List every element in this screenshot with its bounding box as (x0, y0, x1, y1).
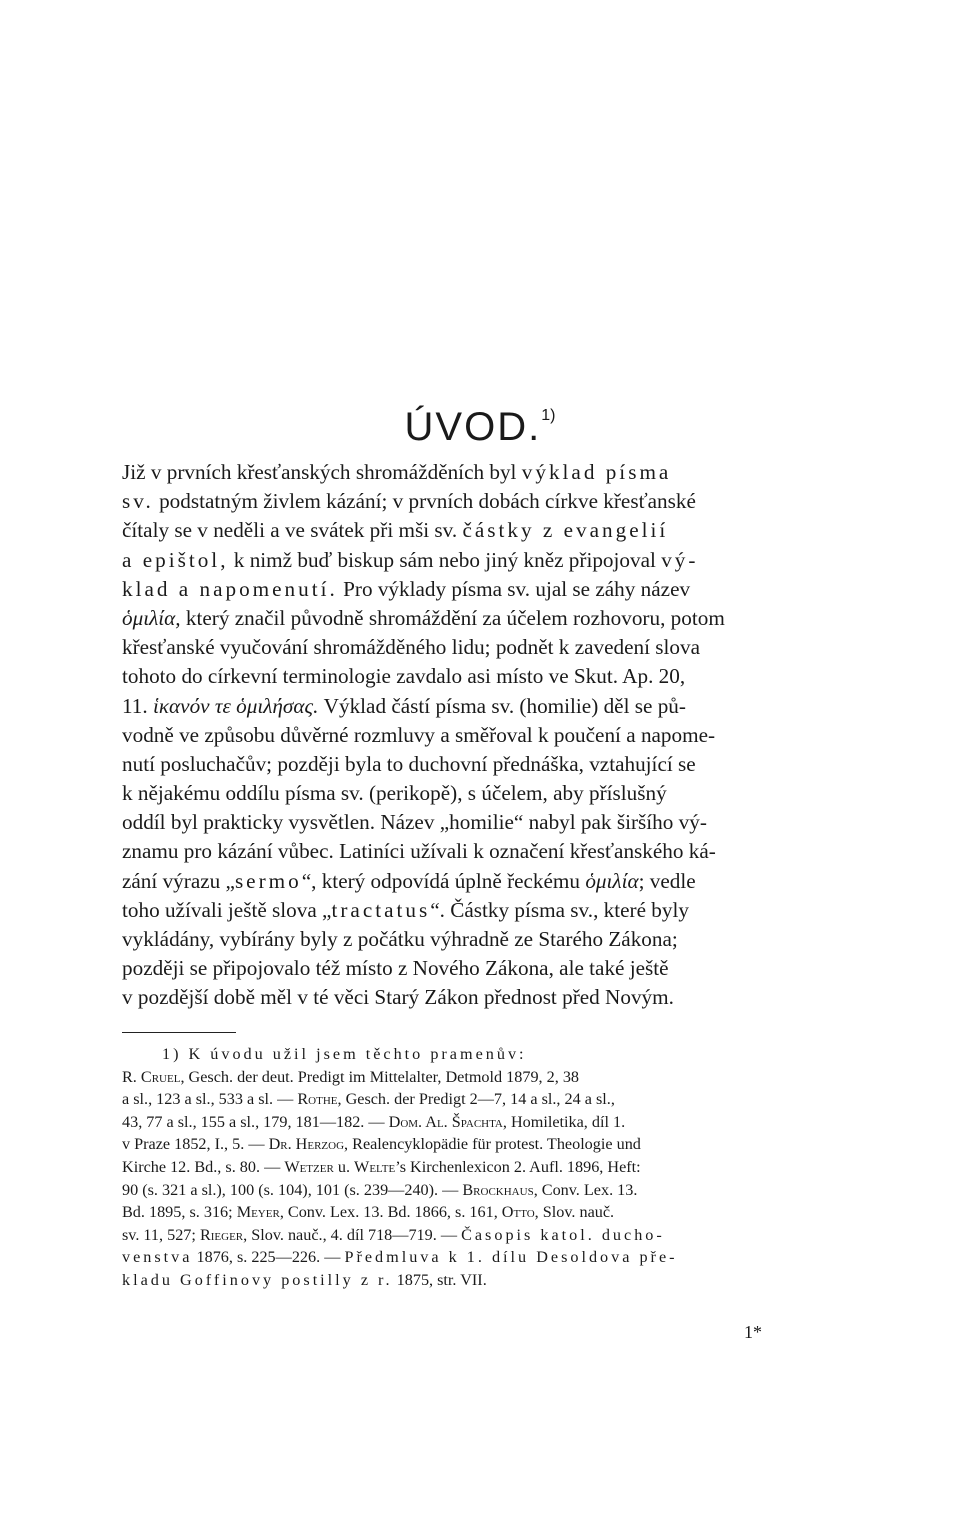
text-run: v pozdější době měl v té věci Starý Zákon přednost před Novým. (122, 985, 674, 1010)
spaced-text: výklad písma (521, 460, 672, 484)
body-line (122, 662, 844, 691)
text-run: tohoto do církevní terminologie zavdalo asi místo ve Skut. Ap. 20, (122, 664, 686, 689)
text-run: , Homiletika, díl 1. (502, 1112, 626, 1131)
text-run: podstatným živlem kázání; v prvních dobách církve křesťanské (153, 489, 696, 514)
text-run: oddíl byl prakticky vysvětlen. Název „homilie“ nabyl pak širšího vý- (122, 810, 707, 835)
text-run: , Conv. Lex. 13. Bd. 1866, s. 161, (279, 1203, 502, 1222)
footnote-line (122, 1224, 844, 1247)
text-run: vykládány, vybírány byly z počátku výhradně ze Starého Zákona; (122, 927, 678, 951)
text-run: vodně ve způsobu důvěrné rozmluvy a směřoval k poučení a napome- (122, 722, 716, 747)
greek-text: ἱκανόν τε ὁμιλήσας. (153, 693, 319, 718)
body-line (122, 750, 844, 779)
text-run: R. (122, 1067, 141, 1086)
text-run: 1876, s. 225—226. — (192, 1248, 345, 1267)
text-run: čítaly se v neděli a ve svátek při mši sv. (122, 518, 463, 543)
text-run: a sl., 123 a sl., 533 a sl. — (122, 1090, 298, 1109)
footnote-rule (122, 1032, 236, 1033)
body-line (122, 458, 844, 487)
body-line (122, 487, 844, 516)
small-caps-name: Meyer (236, 1203, 280, 1222)
spaced-text: tractatus (331, 897, 431, 922)
body-line (122, 808, 844, 837)
text-run: ; vedle (638, 868, 696, 893)
text-run: k nějakému oddílu písma sv. (perikopě), s účelem, aby příslušný (122, 781, 667, 806)
text-run: k nimž buď biskup sám nebo jiný kněz připojoval (228, 547, 662, 572)
text-run: Pro výklady písma sv. ujal se záhy název (337, 576, 691, 601)
body-line (122, 867, 844, 896)
text-run: 90 (s. 321 a sl.), 100 (s. 104), 101 (s. 239—240). — (122, 1180, 463, 1199)
text-run: , Gesch. der deut. Predigt im Mittelalter, Detmold 1879, 2, 38 (180, 1067, 580, 1086)
text-run: , Realencyklopädie für protest. Theologie und (344, 1135, 641, 1154)
text-run: “, který odpovídá úplně řeckému (301, 868, 586, 893)
text-run: později se připojovalo též místo z Nového Zákona, ale také ještě (122, 956, 669, 981)
body-line (122, 516, 844, 545)
footnote-line (122, 1043, 844, 1066)
footnote-line (122, 1066, 844, 1089)
footnotes (122, 1043, 844, 1292)
text-run: Výklad částí písma sv. (homilie) děl se pů- (318, 693, 686, 718)
text-run: u. (333, 1157, 355, 1176)
text-run: Již v prvních křesťanských shromážděních byl (122, 460, 522, 484)
footnote-line (122, 1088, 844, 1111)
small-caps-name: Cruel (140, 1067, 181, 1086)
text-run: 43, 77 a sl., 155 a sl., 179, 181—182. — (122, 1112, 389, 1131)
footnote-mark: 1) (541, 407, 556, 424)
spaced-text: klad a napomenutí. (122, 576, 338, 601)
footnote-line (122, 1133, 844, 1156)
text-run: křesťanské vyučování shromážděného lidu; podnět k zavedení slova (122, 635, 701, 660)
small-caps-name: Brockhaus (462, 1180, 534, 1199)
body-line (122, 954, 844, 983)
signature-mark: 1* (744, 1322, 762, 1342)
body-line (122, 837, 844, 866)
text-run: znamu pro kázání vůbec. Latiníci užívali k označení křesťanského ká- (122, 839, 716, 864)
body-line (122, 779, 844, 808)
spaced-text: částky z evangelií (462, 518, 669, 543)
spaced-text: Předmluva k 1. dílu Desoldova pře- (344, 1248, 678, 1267)
text-run: “. Částky písma sv., které byly (430, 897, 689, 922)
body-text (122, 458, 844, 1013)
body-line (122, 721, 844, 750)
small-caps-name: Rieger (199, 1225, 244, 1244)
spaced-text: sermo (234, 868, 302, 893)
body-line (122, 692, 844, 721)
text-run: , Conv. Lex. 13. (533, 1180, 638, 1199)
text-run: 11. (122, 693, 153, 718)
body-line (122, 604, 844, 633)
spaced-text: a epištol, (122, 547, 229, 572)
body-line (122, 896, 844, 925)
text-run: sv. 11, 527; (122, 1225, 200, 1244)
small-caps-name: Dom. Al. Špachta (388, 1112, 503, 1131)
text-run: , Slov. nauč. (534, 1203, 615, 1222)
text-run: nutí posluchačův; později byla to duchovní přednáška, vztahující se (122, 751, 696, 776)
small-caps-name: Rothe (297, 1090, 338, 1109)
small-caps-name: Welte (354, 1157, 396, 1176)
body-line (122, 925, 844, 954)
text-run: zání výrazu „ (122, 868, 235, 893)
text-run: Bd. 1895, s. 316; (122, 1203, 237, 1222)
small-caps-name: Dr. Herzog (268, 1135, 345, 1154)
text-run: který značil původně shromáždění za účelem rozhovoru, potom (180, 605, 725, 630)
text-run: , Gesch. der Predigt 2—7, 14 a sl., 24 a sl., (337, 1090, 615, 1109)
text-run: v Praze 1852, I., 5. — (122, 1135, 269, 1154)
text-run: 1875, str. VII. (392, 1270, 487, 1289)
small-caps-name: Otto (501, 1203, 535, 1222)
body-line (122, 633, 844, 662)
page-title-text: ÚVOD. (404, 405, 542, 449)
text-run: toho užívali ještě slova „ (122, 897, 332, 922)
text-run: , Slov. nauč., 4. díl 718—719. — (243, 1225, 462, 1244)
body-line (122, 575, 844, 604)
footnote-line (122, 1269, 844, 1292)
body-line (122, 546, 844, 575)
footnote-line (122, 1201, 844, 1224)
spaced-text: kladu Goffinovy postilly z r. (122, 1270, 393, 1289)
spaced-text: vý- (661, 547, 699, 572)
text-run: Kirche 12. Bd., s. 80. — (122, 1157, 285, 1176)
text-run: ’s Kirchenlexicon 2. Aufl. 1896, Heft: (395, 1157, 641, 1176)
footnote-line (122, 1111, 844, 1134)
greek-text: ὁμιλία, (122, 605, 181, 630)
footnote-line (122, 1246, 844, 1269)
footnote-line (122, 1179, 844, 1202)
footnote-line (122, 1156, 844, 1179)
small-caps-name: Wetzer (284, 1157, 334, 1176)
spaced-text: sv. (122, 489, 154, 514)
page-title (0, 392, 960, 451)
spaced-text: venstva (122, 1248, 193, 1267)
greek-text: ὁμιλία (585, 868, 639, 893)
spaced-text: 1) K úvodu užil jsem těchto pramenův: (162, 1045, 527, 1063)
spaced-text: Časopis katol. ducho- (461, 1225, 665, 1244)
body-line (122, 983, 844, 1012)
